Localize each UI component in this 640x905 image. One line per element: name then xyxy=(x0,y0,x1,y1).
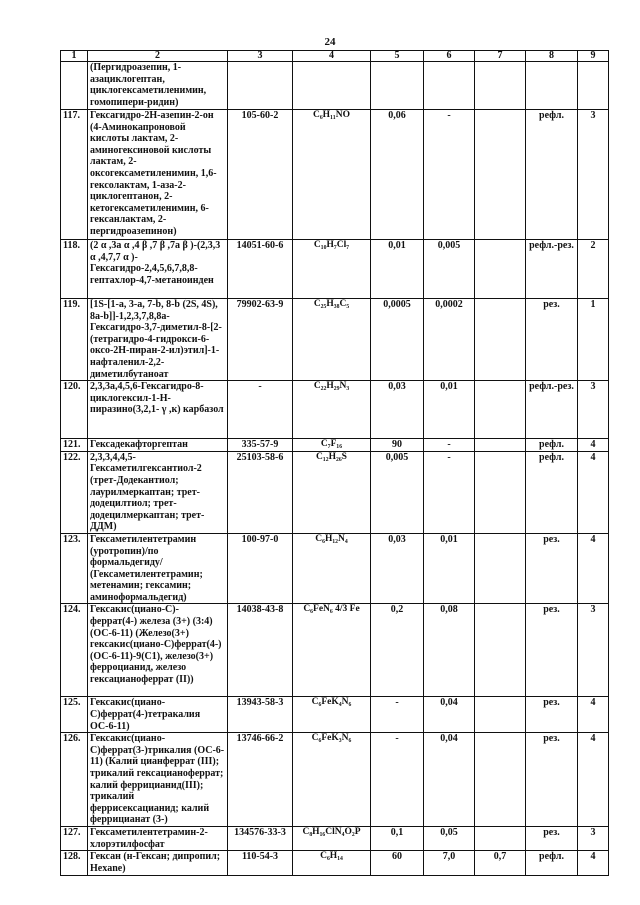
formula: C₆FeK₄N₆ xyxy=(293,697,371,733)
row-number: 117. xyxy=(61,110,88,240)
formula: C₂₂H₂₉N₃ xyxy=(293,381,371,439)
cas-number: 100-97-0 xyxy=(228,533,293,604)
value-col5: 0,2 xyxy=(371,604,424,697)
value-col6: 0,05 xyxy=(424,827,475,851)
value-col7 xyxy=(475,110,526,240)
cas-number: - xyxy=(228,381,293,439)
substance-name: Гексан (н-Гексан; дипропил; Hexane) xyxy=(88,851,228,875)
row-number: 126. xyxy=(61,733,88,827)
type-col8: рез. xyxy=(526,604,578,697)
substance-name: Гексаметилентетрамин (уротропин)/по формальдегиду/ (Гексаметилентетрамин; метенамин; гексамин; аминоформальдегид) xyxy=(88,533,228,604)
substance-table xyxy=(60,50,609,876)
cas-number: 13943-58-3 xyxy=(228,697,293,733)
class-col9: 4 xyxy=(578,733,609,827)
type-col8 xyxy=(526,62,578,110)
value-col5: 0,06 xyxy=(371,110,424,240)
cas-number: 335-57-9 xyxy=(228,439,293,452)
class-col9: 4 xyxy=(578,851,609,875)
value-col6: 0,01 xyxy=(424,381,475,439)
cas-number xyxy=(228,62,293,110)
row-number: 124. xyxy=(61,604,88,697)
value-col5: - xyxy=(371,697,424,733)
value-col7 xyxy=(475,827,526,851)
table-row xyxy=(61,697,609,733)
row-number xyxy=(61,62,88,110)
class-col9: 1 xyxy=(578,299,609,381)
value-col6: - xyxy=(424,110,475,240)
substance-name: 2,3,3,4,4,5-Гексаметилгексантиол-2 (трет-Додекантиол; лаурилмеркаптан; трет-додецилтиол; трет-додецилмеркаптан; трет-ДДМ) xyxy=(88,451,228,533)
value-col5: 0,005 xyxy=(371,451,424,533)
formula: C₆FeK₃N₆ xyxy=(293,733,371,827)
table-row xyxy=(61,604,609,697)
header-cell: 7 xyxy=(475,51,526,62)
formula: C₁₀H₇Cl₇ xyxy=(293,240,371,299)
table-row xyxy=(61,299,609,381)
header-cell: 1 xyxy=(61,51,88,62)
value-col5: 90 xyxy=(371,439,424,452)
cas-number: 13746-66-2 xyxy=(228,733,293,827)
value-col7 xyxy=(475,533,526,604)
cas-number: 110-54-3 xyxy=(228,851,293,875)
row-number: 119. xyxy=(61,299,88,381)
type-col8: рефл. xyxy=(526,451,578,533)
cas-number: 79902-63-9 xyxy=(228,299,293,381)
page-number: 24 xyxy=(324,36,336,48)
class-col9: 3 xyxy=(578,827,609,851)
value-col7 xyxy=(475,62,526,110)
formula: C₇F₁₆ xyxy=(293,439,371,452)
substance-name: Гексакис(циано-С)феррат(3-)трикалия (ОС-6-11) (Калий цианферрат (III); трикалий гексацианоферрат; калий феррицианид(III); трикалий феррисексацианид; калий феррицианат (3-) xyxy=(88,733,228,827)
value-col5: 0,03 xyxy=(371,381,424,439)
cas-number: 14038-43-8 xyxy=(228,604,293,697)
value-col7 xyxy=(475,299,526,381)
substance-name: (2 α ,3a α ,4 β ,7 β ,7a β )-(2,3,3 α ,4,7,7 α )-Гексагидро-2,4,5,6,7,8,8-гептахлор-4,7-метаноинден xyxy=(88,240,228,299)
substance-name: Гексагидро-2Н-азепин-2-он (4-Аминокапроновой кислоты лактам, 2-аминогексиновой кислоты лактам, 2-оксогексаметиленимин, 1,6-гексолактам, 1-аза-2-циклогептанон, 2-кетогексаметиленимин, 6-гексанлактам, 2-пергидроазепинон) xyxy=(88,110,228,240)
class-col9: 3 xyxy=(578,110,609,240)
value-col5: 60 xyxy=(371,851,424,875)
table-row xyxy=(61,439,609,452)
value-col6: 0,08 xyxy=(424,604,475,697)
row-number: 120. xyxy=(61,381,88,439)
class-col9: 2 xyxy=(578,240,609,299)
value-col5: 0,01 xyxy=(371,240,424,299)
value-col7 xyxy=(475,451,526,533)
value-col5: 0,0005 xyxy=(371,299,424,381)
formula: C₂₅H₃₈C₅ xyxy=(293,299,371,381)
type-col8: рефл.-рез. xyxy=(526,240,578,299)
table-row xyxy=(61,62,609,110)
type-col8: рефл. xyxy=(526,439,578,452)
value-col6: - xyxy=(424,439,475,452)
header-cell: 9 xyxy=(578,51,609,62)
formula: C₆H₁₂N₄ xyxy=(293,533,371,604)
value-col5: - xyxy=(371,733,424,827)
cas-number: 25103-58-6 xyxy=(228,451,293,533)
table-row xyxy=(61,240,609,299)
row-number: 125. xyxy=(61,697,88,733)
table-row xyxy=(61,827,609,851)
formula: C₈H₁₆ClN₄O₂P xyxy=(293,827,371,851)
cas-number: 134576-33-3 xyxy=(228,827,293,851)
cas-number: 14051-60-6 xyxy=(228,240,293,299)
value-col6: 0,0002 xyxy=(424,299,475,381)
value-col6: 0,04 xyxy=(424,733,475,827)
value-col6: 0,01 xyxy=(424,533,475,604)
row-number: 127. xyxy=(61,827,88,851)
type-col8: рез. xyxy=(526,697,578,733)
header-cell: 2 xyxy=(88,51,228,62)
substance-name: Гексадекафторгептан xyxy=(88,439,228,452)
row-number: 122. xyxy=(61,451,88,533)
value-col5: 0,03 xyxy=(371,533,424,604)
type-col8: рефл.-рез. xyxy=(526,381,578,439)
substance-name: Гексаметилентетрамин-2-хлорэтилфосфат xyxy=(88,827,228,851)
cas-number: 105-60-2 xyxy=(228,110,293,240)
row-number: 118. xyxy=(61,240,88,299)
value-col7 xyxy=(475,697,526,733)
header-cell: 6 xyxy=(424,51,475,62)
value-col7 xyxy=(475,439,526,452)
table-row xyxy=(61,381,609,439)
value-col5 xyxy=(371,62,424,110)
class-col9: 4 xyxy=(578,533,609,604)
class-col9: 3 xyxy=(578,381,609,439)
table-row xyxy=(61,851,609,875)
class-col9: 3 xyxy=(578,604,609,697)
table-row xyxy=(61,733,609,827)
type-col8: рез. xyxy=(526,533,578,604)
substance-name: 2,3,3a,4,5,6-Гексагидро-8-циклогексил-1-Н-пиразино(3,2,1- γ ,к) карбазол xyxy=(88,381,228,439)
formula xyxy=(293,62,371,110)
value-col7 xyxy=(475,604,526,697)
type-col8: рез. xyxy=(526,827,578,851)
value-col7 xyxy=(475,733,526,827)
substance-name: (Пергидроазепин, 1-азациклогептан, циклогексаметиленимин, гомопипери-ридин) xyxy=(88,62,228,110)
table-row xyxy=(61,110,609,240)
value-col6 xyxy=(424,62,475,110)
value-col7: 0,7 xyxy=(475,851,526,875)
type-col8: рефл. xyxy=(526,851,578,875)
type-col8: рез. xyxy=(526,299,578,381)
value-col6: - xyxy=(424,451,475,533)
row-number: 123. xyxy=(61,533,88,604)
class-col9: 4 xyxy=(578,439,609,452)
formula: C₆H₁₁NO xyxy=(293,110,371,240)
table-row xyxy=(61,533,609,604)
formula: C₆H₁₄ xyxy=(293,851,371,875)
formula: C₆FeN₆ 4/3 Fe xyxy=(293,604,371,697)
row-number: 121. xyxy=(61,439,88,452)
header-cell: 4 xyxy=(293,51,371,62)
value-col5: 0,1 xyxy=(371,827,424,851)
table-row xyxy=(61,451,609,533)
substance-name: Гексакис(циано-С)-феррат(4-) железа (3+) (3:4) (ОС-6-11) (Железо(3+) гексакис(циано-С)феррат(4-)(ОС-6-11)-9(С1), железо(3+) ферроцианид, железо гексацианоферрат (II)) xyxy=(88,604,228,697)
row-number: 128. xyxy=(61,851,88,875)
header-row xyxy=(61,51,609,62)
type-col8: рез. xyxy=(526,733,578,827)
value-col6: 0,04 xyxy=(424,697,475,733)
substance-name: Гексакис(циано-С)феррат(4-)тетракалия ОС-6-11) xyxy=(88,697,228,733)
class-col9: 4 xyxy=(578,451,609,533)
header-cell: 8 xyxy=(526,51,578,62)
class-col9 xyxy=(578,62,609,110)
value-col7 xyxy=(475,381,526,439)
value-col6: 7,0 xyxy=(424,851,475,875)
value-col7 xyxy=(475,240,526,299)
substance-name: [1S-[1-a, 3-a, 7-b, 8-b (2S, 4S), 8a-b]]-1,2,3,7,8,8a-Гексагидро-3,7-диметил-8-[2-(тетрагидро-4-гидрокси-6-оксо-2Н-пиран-2-ил)этил]-1-нафталенил-2,2-диметилбутаноат xyxy=(88,299,228,381)
class-col9: 4 xyxy=(578,697,609,733)
header-cell: 5 xyxy=(371,51,424,62)
value-col6: 0,005 xyxy=(424,240,475,299)
header-cell: 3 xyxy=(228,51,293,62)
formula: C₁₂H₂₆S xyxy=(293,451,371,533)
type-col8: рефл. xyxy=(526,110,578,240)
